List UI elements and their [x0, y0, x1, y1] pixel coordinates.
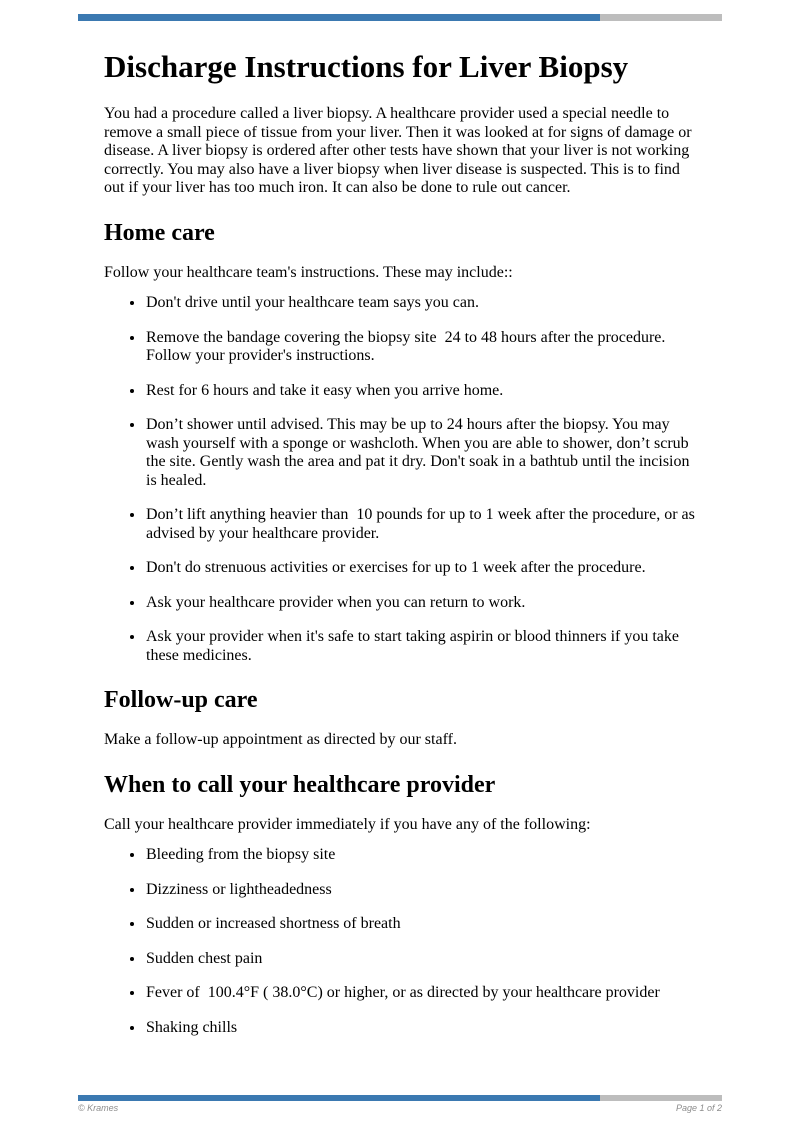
list-item: • Fever of 100.4°F ( 38.0°C) or higher, or as directed by your healthcare provider [145, 984, 698, 1003]
footer [78, 1102, 722, 1114]
list-item: • Don’t lift anything heavier than 10 pounds for up to 1 week after the procedure, or as advised by your healthcare provider. [145, 506, 698, 543]
footer-page-number: Page 1 of 2 [675, 1103, 722, 1113]
list-item: • Ask your provider when it's safe to start taking aspirin or blood thinners if you take these medicines. [145, 628, 698, 665]
list-item: • Ask your healthcare provider when you can return to work. [145, 594, 698, 613]
document-body [104, 0, 698, 1053]
list-item: • Don't drive until your healthcare team says you can. [145, 294, 698, 313]
footer-copyright: © Krames [78, 1103, 119, 1113]
list-item: • Remove the bandage covering the biopsy site 24 to 48 hours after the procedure. Follow your provider's instructions. [145, 329, 698, 366]
section-heading-home-care: Home care [104, 219, 215, 246]
list-item: • Bleeding from the biopsy site [145, 846, 698, 865]
list-item: • Don’t shower until advised. This may be up to 24 hours after the biopsy. You may wash yourself with a sponge or washcloth. When you are able to shower, don’t scrub the site. Gently wash the area and pat it dry. Don't soak in a bathtub until the incision is healed. [145, 416, 698, 490]
intro-paragraph: You had a procedure called a liver biopsy. A healthcare provider used a special needle to remove a small piece of tissue from your liver. Then it was looked at for signs of damage or disease. A liver biopsy is ordered after other tests have shown that your liver is not working correctly. You may also have a liver biopsy when liver disease is suspected. This is to find out if your liver has too much iron. It can also be done to rule out cancer. [104, 105, 696, 196]
follow-up-care-lead: Make a follow-up appointment as directed by our staff. [104, 731, 457, 748]
footer-accent-rule [78, 1095, 722, 1101]
list-item: • Dizziness or lightheadedness [145, 881, 698, 900]
when-to-call-bullet-list [104, 846, 698, 1037]
footer-rule-blue-segment [78, 1095, 600, 1101]
home-care-lead: Follow your healthcare team's instructions. These may include:: [104, 263, 513, 281]
section-heading-when-to-call: When to call your healthcare provider [104, 771, 496, 798]
list-item: • Shaking chills [145, 1019, 698, 1038]
when-to-call-lead: Call your healthcare provider immediately if you have any of the following: [104, 815, 591, 833]
list-item: • Rest for 6 hours and take it easy when you arrive home. [145, 382, 698, 401]
list-item: • Don't do strenuous activities or exercises for up to 1 week after the procedure. [145, 559, 698, 578]
section-heading-follow-up-care: Follow-up care [104, 687, 258, 713]
list-item: • Sudden chest pain [145, 950, 698, 969]
list-item: • Sudden or increased shortness of breath [145, 915, 698, 934]
page-title: Discharge Instructions for Liver Biopsy [104, 49, 629, 84]
home-care-bullet-list [104, 294, 698, 665]
footer-rule-gray-segment [600, 1095, 722, 1101]
